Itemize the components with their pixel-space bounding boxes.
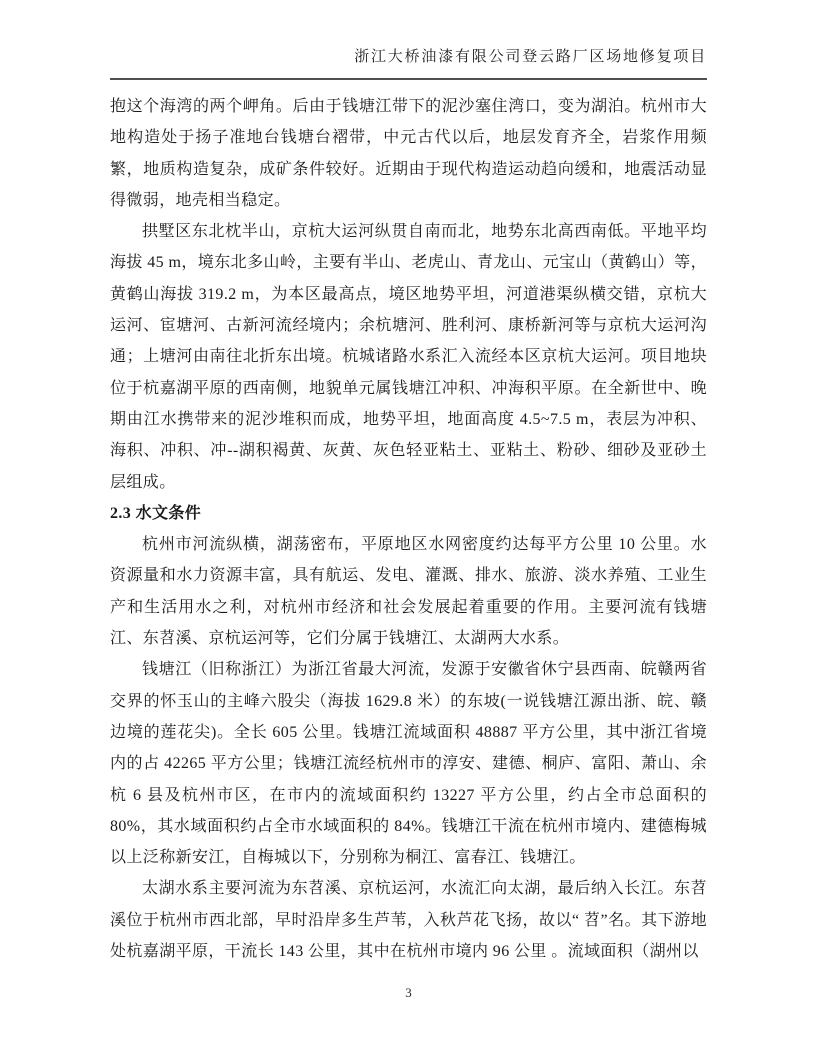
section-heading-hydrology: 2.3 水文条件 [110,504,202,522]
paragraph-geology-continuation: 抱这个海湾的两个岬角。后由于钱塘江带下的泥沙塞住湾口，变为湖泊。杭州市大地构造处于扬子准地台钱塘台褶带，中元古代以后，地层发育齐全，岩浆作用频繁，地质构造复杂，成矿条件较好。近期由于现代构造运动趋向缓和，地震活动显得微弱，地壳相当稳定。 [110,98,707,209]
page-number: 3 [405,985,412,1000]
paragraph-gongshu-district-terrain: 拱墅区东北枕半山，京杭大运河纵贯自南而北，地势东北高西南低。平地平均海拔 45 m，境东北多山岭，主要有半山、老虎山、青龙山、元宝山（黄鹤山）等，黄鹤山海拔 319.2 m，为本区最高点，境区地势平坦，河道港渠纵横交错，京杭大运河、宦塘河、古新河流经境内；余杭塘河、胜利河、康桥新河等与京杭大运河沟通；上塘河由南往北折东出境。杭城诸路水系汇入流经本区京杭大运河。项目地块位于杭嘉湖平原的西南侧，地貌单元属钱塘江冲积、冲海积平原。在全新世中、晚期由江水携带来的泥沙堆积而成，地势平坦，地面高度 4.5~7.5 m，表层为冲积、海积、冲积、冲--湖积褐黄、灰黄、灰色轻亚粘土、亚粘土、粉砂、细砂及亚砂土层组成。 [110,223,707,491]
paragraph-taihu-water-system: 太湖水系主要河流为东苕溪、京杭运河，水流汇向太湖，最后纳入长江。东苕溪位于杭州市西北部，早时沿岸多生芦苇，入秋芦花飞扬，故以“ 苕”名。其下游地处杭嘉湖平原，干流长 143 公里，其中在杭州市境内 96 公里 。流域面积（湖州以 [110,880,707,961]
header-title: 浙江大桥油漆有限公司登云路厂区场地修复项目 [354,49,707,65]
document-body [110,91,707,967]
paragraph-hangzhou-rivers-overview: 杭州市河流纵横，湖荡密布，平原地区水网密度约达每平方公里 10 公里。水资源量和水力资源丰富，具有航运、发电、灌溉、排水、旅游、淡水养殖、工业生产和生活用水之利，对杭州市经济和社会发展起着重要的作用。主要河流有钱塘江、东苕溪、京杭运河等，它们分属于钱塘江、太湖两大水系。 [110,536,707,648]
paragraph-qiantang-river: 钱塘江（旧称浙江）为浙江省最大河流，发源于安徽省休宁县西南、皖赣两省交界的怀玉山的主峰六股尖（海拔 1629.8 米）的东坡(一说钱塘江源出浙、皖、赣边境的莲花尖)。全长 605 公里。钱塘江流域面积 48887 平方公里，其中浙江省境内的占 42265 平方公里；钱塘江流经杭州市的淳安、建德、桐庐、富阳、萧山、余杭 6 县及杭州市区，在市内的流域面积约 13227 平方公里，约占全市总面积的 80%，其水域面积约占全市水域面积的 84%。钱塘江干流在杭州市境内、建德梅城以上泛称新安江，自梅城以下，分别称为桐江、富春江、钱塘江。 [110,661,707,867]
header-rule [110,78,707,80]
